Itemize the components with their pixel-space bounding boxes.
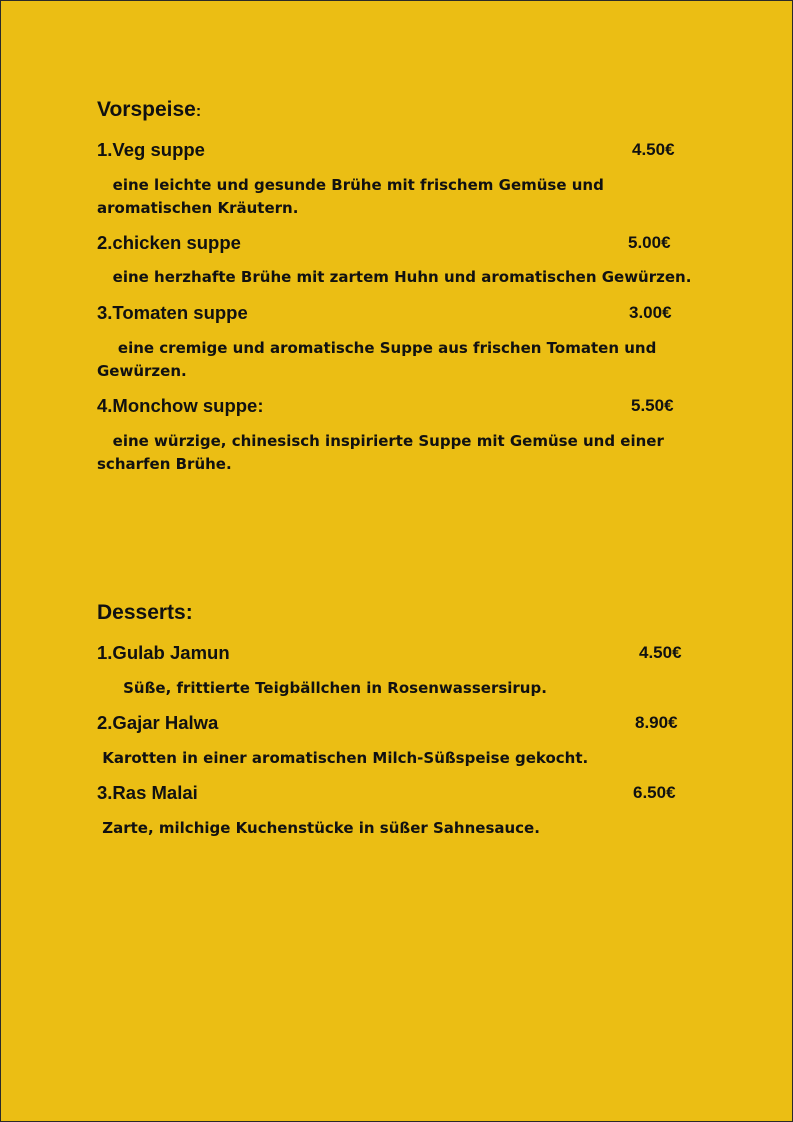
menu-item-description: Süße, frittierte Teigbällchen in Rosenwassersirup.	[97, 679, 547, 697]
menu-item	[97, 302, 697, 383]
menu-item	[97, 139, 697, 220]
menu-item-price: 5.00€	[628, 233, 671, 252]
menu-item-name: 2.Gajar Halwa	[97, 712, 219, 733]
menu-item	[97, 782, 697, 840]
menu-item-name: 1.Veg suppe	[97, 139, 205, 160]
menu-item-description: eine würzige, chinesisch inspirierte Suppe mit Gemüse und einer scharfen Brühe.	[97, 432, 670, 473]
starters-heading	[97, 98, 697, 124]
menu-item-description: eine herzhafte Brühe mit zartem Huhn und aromatischen Gewürzen.	[97, 268, 692, 286]
menu-item	[97, 232, 697, 289]
menu-item-header	[97, 395, 697, 417]
menu-item-price: 3.00€	[629, 303, 672, 322]
menu-item-description: eine cremige und aromatische Suppe aus frischen Tomaten und Gewürzen.	[97, 339, 662, 380]
menu-item-price: 8.90€	[635, 713, 678, 732]
starters-section	[97, 98, 697, 473]
menu-item-header	[97, 139, 697, 161]
menu-item-description: Zarte, milchige Kuchenstücke in süßer Sahnesauce.	[97, 819, 540, 837]
menu-item-name: 4.Monchow suppe:	[97, 395, 264, 416]
menu-item-header	[97, 642, 697, 664]
starters-title: Vorspeise	[97, 98, 196, 121]
starters-title-colon: :	[195, 103, 202, 120]
menu-item	[97, 395, 697, 476]
menu-item-price: 5.50€	[631, 396, 674, 415]
menu-item-description: eine leichte und gesunde Brühe mit frischem Gemüse und aromatischen Kräutern.	[97, 176, 610, 217]
menu-item-header	[97, 782, 697, 804]
menu-item-header	[97, 302, 697, 324]
menu-item	[97, 712, 697, 770]
menu-item-header	[97, 232, 697, 254]
desserts-section	[97, 601, 697, 837]
menu-item	[97, 642, 697, 700]
menu-item-description: Karotten in einer aromatischen Milch-Süßspeise gekocht.	[97, 749, 589, 767]
menu-item-name: 3.Tomaten suppe	[97, 302, 248, 323]
menu-item-name: 3.Ras Malai	[97, 782, 198, 803]
menu-item-name: 2.chicken suppe	[97, 232, 241, 253]
menu-item-name: 1.Gulab Jamun	[97, 642, 230, 663]
menu-item-price: 4.50€	[632, 140, 675, 159]
menu-item-price: 6.50€	[633, 783, 676, 802]
menu-item-price: 4.50€	[639, 643, 682, 662]
desserts-heading: Desserts:	[97, 601, 193, 624]
menu-item-header	[97, 712, 697, 734]
